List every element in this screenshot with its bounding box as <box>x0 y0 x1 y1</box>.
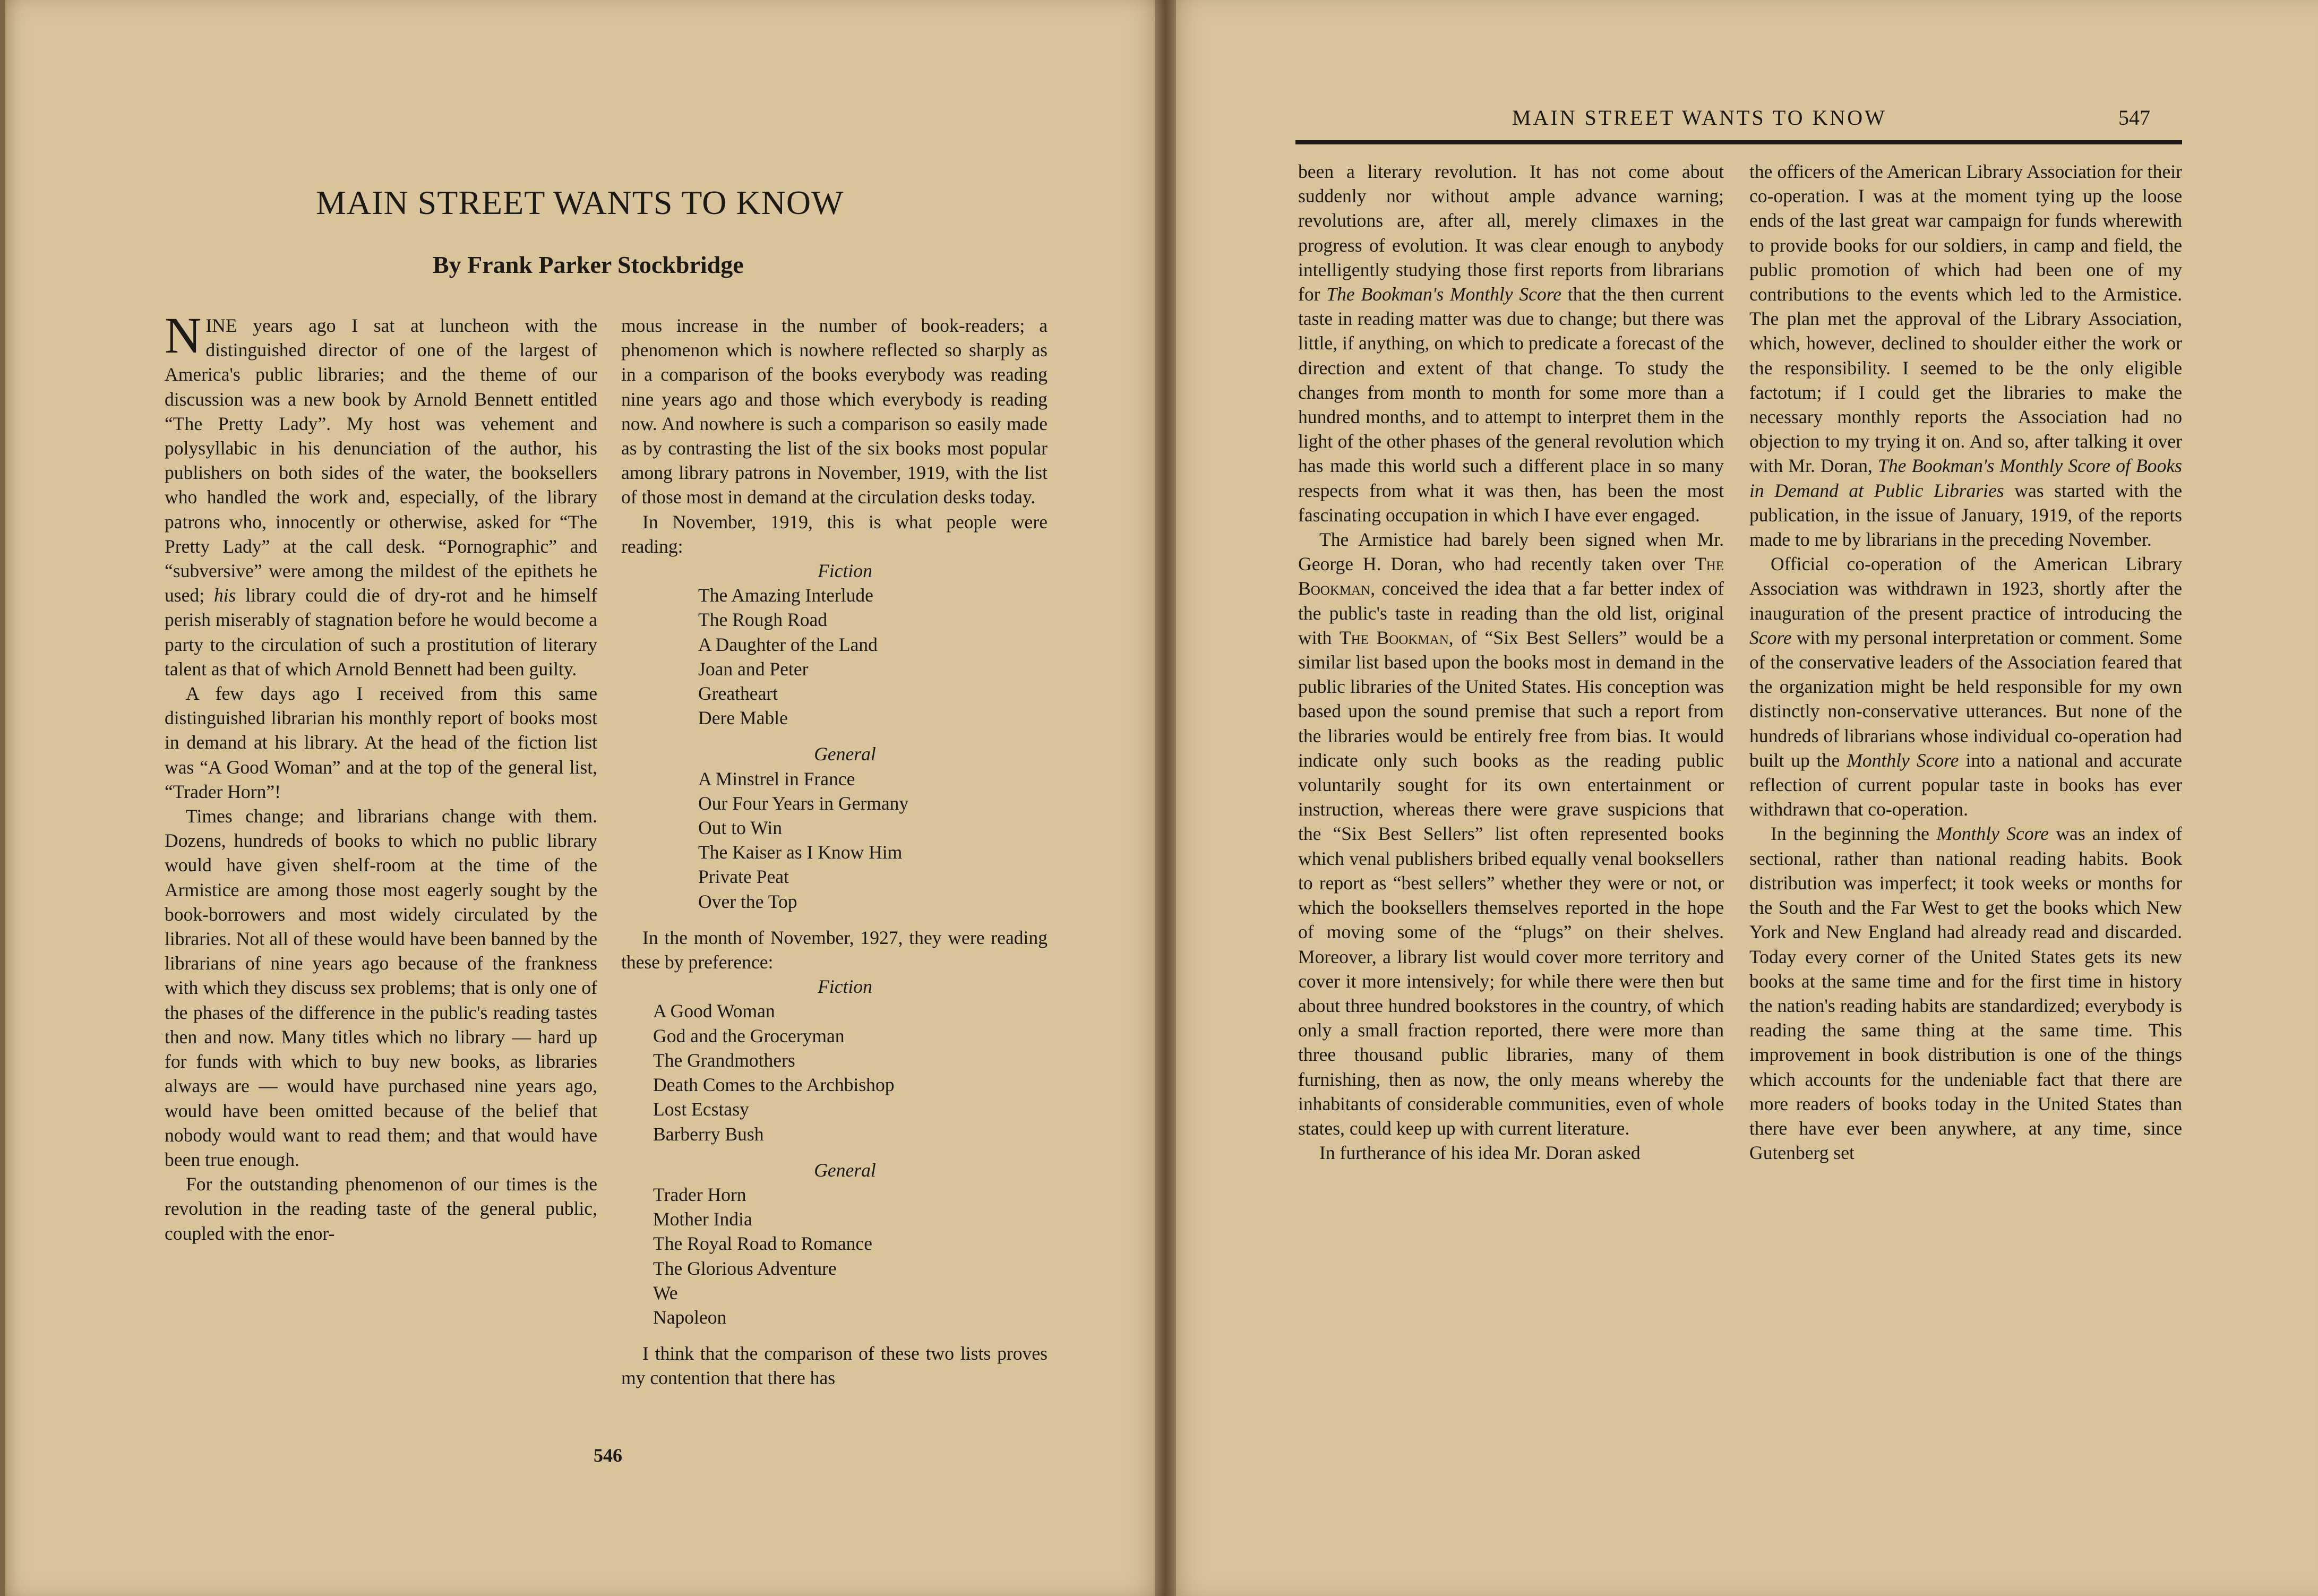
list-item: Trader Horn <box>653 1183 746 1205</box>
list-item: Mother India <box>653 1208 752 1230</box>
article-title: MAIN STREET WANTS TO KNOW <box>316 184 844 221</box>
paragraph: In November, 1919, this is what people were reading: <box>621 511 1048 557</box>
right-column-1 <box>1298 159 1724 1165</box>
list-item: The Amazing Interlude <box>698 585 873 606</box>
paragraph: mous increase in the number of book-readers; a phenomenon which is nowhere reflected so sharply as in a comparison of the books everybody was reading nine years ago and those which everybody is reading now. And nowhere is such a comparison so easily made as by contrasting the list of the six books most popular among library patrons in November, 1919, with the list of those most in demand at the circulation desks today. <box>621 315 1048 508</box>
list-item: Out to Win <box>698 817 783 839</box>
paragraph: The Armistice had barely been signed when Mr. George H. Doran, who had recently taken over The Bookman, conceived the idea that a far better index of the public's taste in reading than the old list, original with The Bookman, of “Six Best Sellers” would be a similar list based upon the books most in demand in the public libraries of the United States. His conception was based upon the sound premise that such a report from the libraries would be entirely free from bias. It would indicate only such books as the reading public voluntarily sought for its own entertainment or instruction, whereas there were grave suspicions that the “Six Best Sellers” list often represented books which venal publishers bribed equally venal booksellers to report as “best sellers” whether they were or not, or which the booksellers themselves reported in the hope of moving some of the “plugs” on their shelves. Moreover, a library list would cover more territory and cover it more intensively; for while there were then but about three hundred bookstores in the country, of which only a small fraction reported, there were more than three thousand public libraries, many of them furnishing, then as now, the only means whereby the inhabitants of considerable communities, even of whole states, could keep up with current literature. <box>1298 529 1724 1139</box>
paragraph: In the beginning the Monthly Score was an index of sectional, rather than national reading habits. Book distribution was imperfect; it took weeks or months for the South and the Far West to get the books which New York and New England had already read and discarded. Today every corner of the United States gets its new books at the same time and for the first time in history the nation's reading habits are standardized; everybody is reading the same thing at the same time. This improvement in book distribution is one of the things which accounts for the undeniable fact that there are more readers of books today in the United States than there have ever been anywhere, at any time, since Gutenberg set <box>1749 823 2183 1164</box>
list-item: God and the Groceryman <box>653 1025 845 1046</box>
paragraph: In the month of November, 1927, they were reading these by preference: <box>621 926 1048 973</box>
list-heading-general-1927: General <box>814 1159 876 1181</box>
page-number: 546 <box>594 1445 622 1466</box>
list-item: The Royal Road to Romance <box>653 1233 873 1255</box>
list-item: Private Peat <box>698 866 789 888</box>
header-rule <box>1295 140 2182 144</box>
list-item: A Good Woman <box>653 1000 775 1022</box>
paragraph: Times change; and librarians change with them. Dozens, hundreds of books to which no public library would have given shelf-room at the time of the Armistice are among those most eagerly sought by the book-borrowers and most widely circulated by the libraries. Not all of these would have been banned by the librarians of nine years ago because of the frankness with which they discuss sex problems; that is only one of the phases of the difference in the public's reading tastes then and now. Many titles which no library — hard up for funds with which to buy new books, as libraries always are — would have purchased nine years ago, would have been omitted because of the belief that nobody would want to read them; and that would have been true enough. <box>165 805 597 1170</box>
list-item: Death Comes to the Archbishop <box>653 1074 895 1096</box>
paragraph: been a literary revolution. It has not come about suddenly nor without ample advance warning; revolutions are, after all, merely climaxes in the progress of evolution. It was clear enough to anybody intelligently studying those first reports from librarians for The Bookman's Monthly Score that the then current taste in reading matter was due to change; but there was little, if anything, on which to predicate a forecast of the direction and extent of that change. To study the changes from month to month for some more than a hundred months, and to attempt to interpret them in the light of the other phases of the general revolution which has made this world such a different place in so many respects from what it was then, has been the most fascinating occupation in which I have ever engaged. <box>1298 161 1724 526</box>
list-item: Barberry Bush <box>653 1123 764 1145</box>
fiction-list-1919 <box>698 583 1048 730</box>
running-head: MAIN STREET WANTS TO KNOW <box>1512 106 1887 130</box>
paragraph: A few days ago I received from this same distinguished librarian his monthly report of books most in demand at his library. At the head of the fiction list was “A Good Woman” and at the top of the general list, “Trader Horn”! <box>165 683 597 802</box>
list-item: The Glorious Adventure <box>653 1257 837 1279</box>
paragraph: For the outstanding phenomenon of our times is the revolution in the reading taste of the general public, coupled with the enor- <box>165 1173 597 1244</box>
list-heading-fiction-1919: Fiction <box>818 560 872 582</box>
list-heading-general-1919: General <box>814 743 876 765</box>
list-item: Joan and Peter <box>698 658 809 680</box>
paragraph: NINE years ago I sat at luncheon with the distinguished director of one of the largest of America's public libraries; and the theme of our discussion was a new book by Arnold Bennett entitled “The Pretty Lady”. My host was vehement and polysyllabic in his denunciation of the author, his publishers on both sides of the water, the booksellers who handled the work and, especially, of the library patrons who, innocently or otherwise, asked for “The Pretty Lady” at the call desk. “Pornographic” and “subversive” were among the mildest of the epithets he used; his library could die of dry-rot and he himself perish miserably of stagnation before he would become a party to the circulation of such a prostitution of literary talent as that of which Arnold Bennett had been guilty. <box>165 307 597 680</box>
gutter <box>1155 0 1176 1596</box>
paragraph: the officers of the American Library Association for their co-operation. I was at the moment tying up the loose ends of the last great war campaign for funds wherewith to provide books for our soldiers, in camp and field, the public promotion of which had been one of my contributions to the events which led to the Armistice. The plan met the approval of the Library Association, which, however, declined to shoulder either the work or the responsibility. I seemed to be the only eligible factotum; if I could get the libraries to make the necessary monthly reports the Association had no objection to my trying it on. And so, after talking it over with Mr. Doran, The Bookman's Monthly Score of Books in Demand at Public Libraries was started with the publication, in the issue of January, 1919, of the reports made to me by librarians in the preceding November. <box>1749 161 2182 551</box>
list-item: A Minstrel in France <box>698 768 855 790</box>
list-item: Napoleon <box>653 1306 727 1328</box>
list-item: Lost Ecstasy <box>653 1099 749 1120</box>
general-list-1927 <box>653 1182 1048 1329</box>
right-column-2 <box>1749 159 2182 1165</box>
page-number: 547 <box>2118 106 2150 130</box>
list-item: Greatheart <box>698 683 778 705</box>
fiction-list-1927 <box>653 999 1048 1146</box>
list-item: Over the Top <box>698 890 797 912</box>
list-item: A Daughter of the Land <box>698 633 878 655</box>
drop-cap: N <box>165 307 202 364</box>
list-item: The Grandmothers <box>653 1049 795 1071</box>
paragraph: Official co-operation of the American Library Association was withdrawn in 1923, shortly after the inauguration of the present practice of introducing the Score with my personal interpretation or comment. Some of the conservative leaders of the Association feared that the organization might be held responsible for my own distinctly non-conservative utterances. But none of the hundreds of librarians whose individual co-operation had built up the Monthly Score into a national and accurate reflection of current popular taste in books has ever withdrawn that co-operation. <box>1749 553 2182 820</box>
byline: By Frank Parker Stockbridge <box>433 251 744 278</box>
left-column-1 <box>165 307 597 1246</box>
list-item: The Rough Road <box>698 609 828 631</box>
left-page <box>5 0 1165 1596</box>
list-item: We <box>653 1282 678 1303</box>
list-item: The Kaiser as I Know Him <box>698 842 903 863</box>
paragraph: In furtherance of his idea Mr. Doran asked <box>1319 1142 1641 1164</box>
left-column-2 <box>621 313 1048 1391</box>
general-list-1919 <box>698 767 1048 914</box>
list-heading-fiction-1927: Fiction <box>818 976 872 998</box>
list-item: Our Four Years in Germany <box>698 792 909 814</box>
list-item: Dere Mable <box>698 707 788 729</box>
paragraph: I think that the comparison of these two lists proves my contention that there has <box>621 1343 1048 1389</box>
